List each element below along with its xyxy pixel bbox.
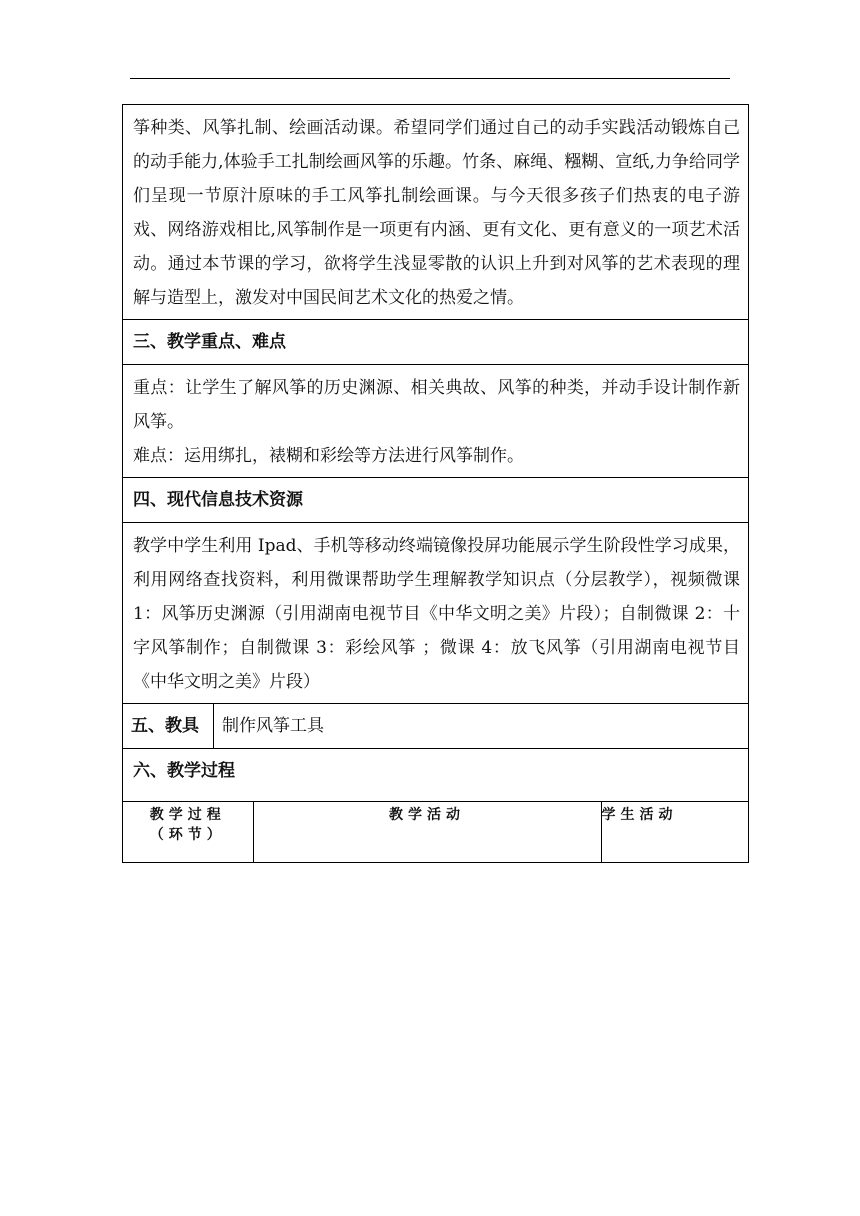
section6-heading-row [123,749,749,802]
teacher-activity-header: 教学活动 [253,802,601,862]
section4-heading-row [123,478,749,523]
header-rule [130,78,730,79]
lesson-plan-table [122,104,749,863]
stage-header-line2: （环节） [149,827,226,843]
stage-column-header [123,802,253,862]
intro-cell [123,105,749,320]
section5-value-cell [214,704,749,749]
process-table-row [123,802,749,863]
section5-label-cell [123,704,214,749]
section3-content-cell [123,365,749,478]
section5-label: 五、教具 [131,716,199,736]
section5-row [123,704,749,749]
section4-heading-cell [123,478,749,523]
section4-content-cell [123,523,749,704]
stage-header-line1: 教学过程 [149,807,226,823]
student-activity-header: 学生活动 [601,807,678,823]
process-table-cell [123,802,749,863]
section3-heading-cell [123,320,749,365]
section3-content-row [123,365,749,478]
section4-content: 教学中学生利用 Ipad、手机等移动终端镜像投屏功能展示学生阶段性学习成果，利用网络查找资料，利用微课帮助学生理解教学知识点（分层教学），视频微课 1：风筝历史渊源（引用湖南电视节目《中华文明之美》片段）；自制微课 2：十字风筝制作；自制微课 3：彩绘风筝 ；微课 4：放飞风筝（引用湖南电视节目《中华文明之美》片段） [133,536,741,692]
section5-value: 制作风筝工具 [222,716,324,736]
process-header-row [123,802,749,862]
section4-heading: 四、现代信息技术资源 [133,490,303,510]
section3-content [123,365,748,477]
section3-heading: 三、教学重点、难点 [133,332,286,352]
process-table [123,802,749,862]
section4-content-row [123,523,749,704]
intro-paragraph: 筝种类、风筝扎制、绘画活动课。希望同学们通过自己的动手实践活动锻炼自己的动手能力,体验手工扎制绘画风筝的乐趣。竹条、麻绳、糨糊、宣纸,力争给同学们呈现一节原汁原味的手工风筝扎制绘画课。与今天很多孩子们热衷的电子游戏、网络游戏相比,风筝制作是一项更有内涵、更有文化、更有意义的一项艺术活动。通过本节课的学习，欲将学生浅显零散的认识上升到对风筝的艺术表现的理解与造型上，激发对中国民间艺术文化的热爱之情。 [133,118,741,308]
difficulty-text: 难点：运用绑扎，裱糊和彩绘等方法进行风筝制作。 [133,446,524,466]
key-point-text: 重点：让学生了解风筝的历史渊源、相关典故、风筝的种类，并动手设计制作新风筝。 [133,378,741,432]
section6-heading-cell [123,749,749,802]
section6-heading: 六、教学过程 [133,761,235,781]
intro-row [123,105,749,320]
section3-heading-row [123,320,749,365]
